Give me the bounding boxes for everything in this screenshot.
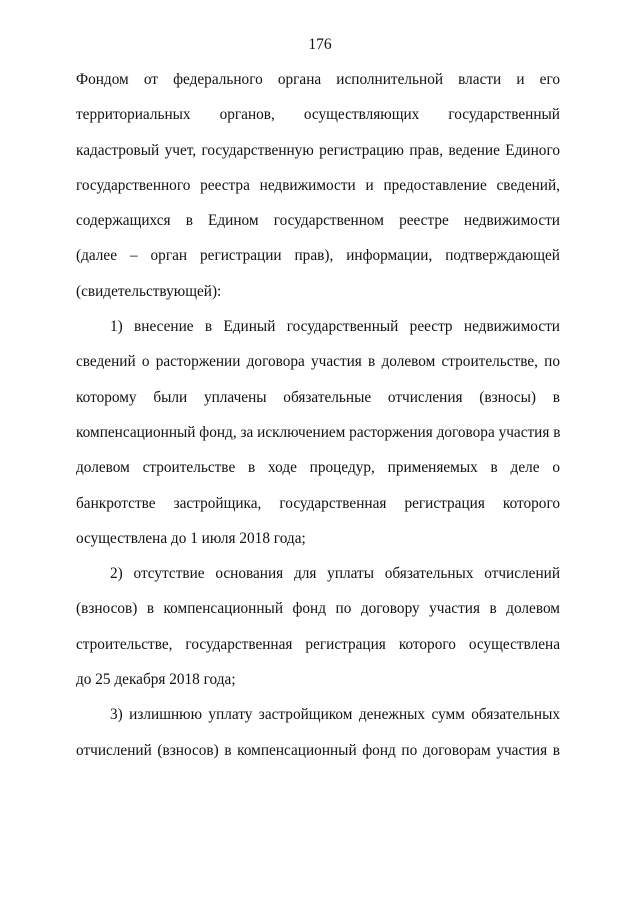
text-line: отчислений (взносов) в компенсационный фонд по договорам участия в <box>76 741 560 759</box>
paragraph-item-3 <box>76 697 560 768</box>
text-line: Фондом от федерального органа исполнительной власти и его <box>76 71 560 88</box>
text-line: территориальных органов, осуществляющих государственный <box>76 106 560 124</box>
page-number: 176 <box>308 36 332 53</box>
paragraph-item-2 <box>76 556 560 697</box>
text-line: (свидетельствующей): <box>76 282 222 300</box>
text-line: содержащихся в Едином государственном реестре недвижимости <box>76 212 560 230</box>
text-line: банкротстве застройщика, государственная регистрация которого <box>76 494 560 512</box>
text-line: 2) отсутствие основания для уплаты обязательных отчислений <box>110 565 560 583</box>
text-line: долевом строительстве в ходе процедур, применяемых в деле о <box>76 459 560 477</box>
text-line: компенсационный фонд, за исключением расторжения договора участия в <box>76 423 561 441</box>
text-line: кадастровый учет, государственную регистрацию прав, ведение Единого <box>76 141 560 159</box>
document-body <box>76 62 560 768</box>
paragraph-intro <box>76 62 560 309</box>
text-line: 3) излишнюю уплату застройщиком денежных сумм обязательных <box>110 706 560 724</box>
text-line: государственного реестра недвижимости и предоставление сведений, <box>76 176 560 194</box>
paragraph-item-1 <box>76 309 560 556</box>
text-line: (взносов) в компенсационный фонд по договору участия в долевом <box>76 600 560 618</box>
text-line: 1) внесение в Единый государственный реестр недвижимости <box>110 318 560 336</box>
text-line: (далее – орган регистрации прав), информации, подтверждающей <box>76 247 560 265</box>
text-line: которому были уплачены обязательные отчисления (взносы) в <box>76 388 560 406</box>
text-line: строительстве, государственная регистрация которого осуществлена <box>76 635 560 653</box>
text-line: осуществлена до 1 июля 2018 года; <box>76 529 306 547</box>
text-line: до 25 декабря 2018 года; <box>76 671 236 689</box>
text-line: сведений о расторжении договора участия в долевом строительстве, по <box>76 353 560 371</box>
